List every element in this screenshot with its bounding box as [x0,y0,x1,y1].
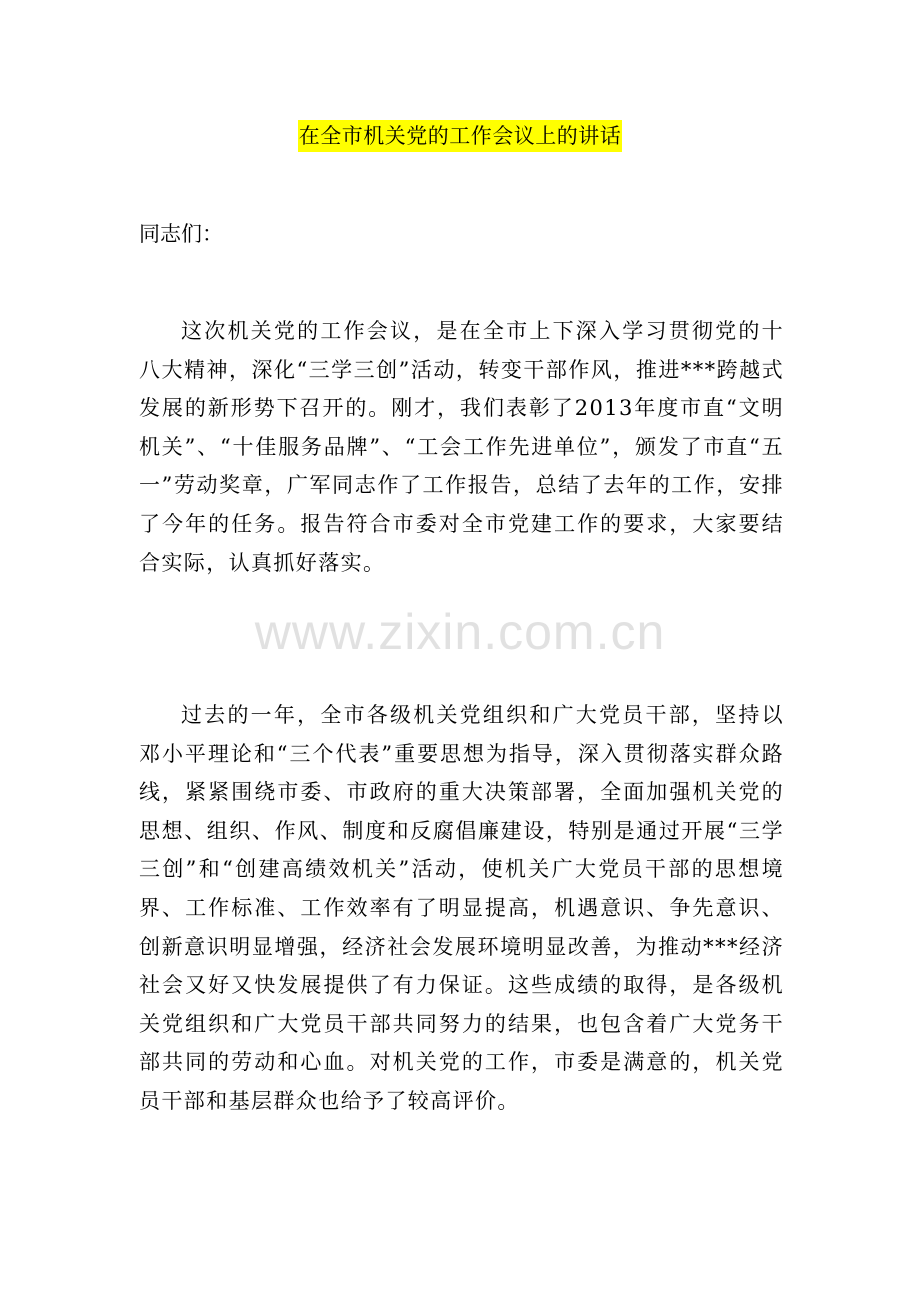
paragraph-1: 这次机关党的工作会议，是在全市上下深入学习贯彻党的十八大精神，深化“三学三创”活动，转变干部作风，推进***跨越式发展的新形势下召开的。刚才，我们表彰了2013年度市直“文明机关”、“十佳服务品牌”、“工会工作先进单位”，颁发了市直“五一”劳动奖章，广军同志作了工作报告，总结了去年的工作，安排了今年的任务。报告符合市委对全市党建工作的要求，大家要结合实际，认真抓好落实。 [139,319,784,575]
paragraph-2: 过去的一年，全市各级机关党组织和广大党员干部，坚持以邓小平理论和“三个代表”重要思想为指导，深入贯彻落实群众路线，紧紧围绕市委、市政府的重大决策部署，全面加强机关党的思想、组织、作风、制度和反腐倡廉建设，特别是通过开展“三学三创”和“创建高绩效机关”活动，使机关广大党员干部的思想境界、工作标准、工作效率有了明显提高，机遇意识、争先意识、创新意识明显增强，经济社会发展环境明显改善，为推动***经济社会又好又快发展提供了有力保证。这些成绩的取得，是各级机关党组织和广大党员干部共同努力的结果，也包含着广大党务干部共同的劳动和心血。对机关党的工作，市委是满意的，机关党员干部和基层群众也给予了较高评价。 [139,703,784,1113]
document-title: 在全市机关党的工作会议上的讲话 [298,120,623,152]
title-container [0,120,920,152]
watermark-text: www.zixin.com.cn [254,604,666,660]
salutation: 同志们： [139,222,223,246]
